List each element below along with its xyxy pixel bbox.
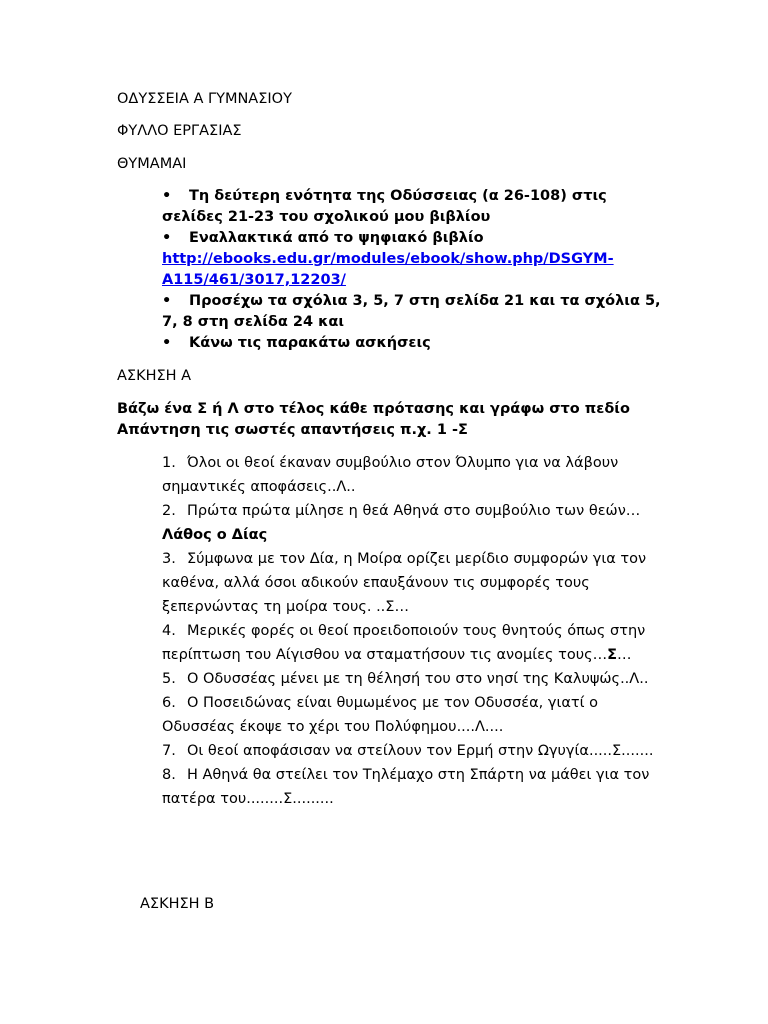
bullet-text: Κάνω τις παρακάτω ασκήσεις [189, 335, 431, 351]
item-number: 6. [162, 695, 176, 711]
item-number: 3. [162, 551, 176, 567]
bullet-item [162, 228, 672, 249]
item-answer: Σ [607, 647, 618, 663]
exercise-a-heading: ΑΣΚΗΣΗ Α [117, 368, 192, 384]
list-item [162, 691, 662, 739]
worksheet-heading: ΦΥΛΛΟ ΕΡΓΑΣΙΑΣ [117, 123, 242, 139]
exercise-b-heading: ΑΣΚΗΣΗ Β [140, 896, 215, 912]
bullet-dot: • [162, 188, 172, 204]
remember-heading: ΘΥΜΑΜΑΙ [117, 156, 187, 172]
item-text: Σύμφωνα με τον Δία, η Μοίρα ορίζει μερίδιο συμφορών για τον καθένα, αλλά όσοι αδικούν επαυξάνουν τις συμφορές τους ξεπερνώντας τη μοίρα τους. ..Σ… [162, 551, 647, 615]
instructions-bullet-list [162, 186, 672, 354]
bullet-item [162, 291, 672, 333]
item-text: Ο Ποσειδώνας είναι θυμωμένος με τον Οδυσσέα, γιατί ο Οδυσσέας έκοψε το χέρι του Πολύφημου....Λ.... [162, 695, 599, 735]
item-text: Μερικές φορές οι θεοί προειδοποιούν τους θνητούς όπως στην περίπτωση του Αίγισθου να σταματήσουν τις ανομίες τους… [162, 623, 646, 663]
item-number: 1. [162, 455, 176, 471]
item-text: Οι θεοί αποφάσισαν να στείλουν τον Ερμή στην Ωγυγία.....Σ....... [187, 743, 654, 759]
list-item [162, 451, 662, 499]
list-item [162, 667, 662, 691]
item-number: 5. [162, 671, 176, 687]
item-number: 2. [162, 503, 176, 519]
list-item [162, 547, 662, 619]
list-item [162, 763, 662, 811]
item-text: Όλοι οι θεοί έκαναν συμβούλιο στον Όλυμπο για να λάβουν σημαντικές αποφάσεις..Λ.. [162, 455, 619, 495]
item-number: 8. [162, 767, 176, 783]
exercise-a-instructions: Βάζω ένα Σ ή Λ στο τέλος κάθε πρότασης και γράφω στο πεδίο Απάντηση τις σωστές απαντήσεις π.χ. 1 -Σ [117, 401, 630, 438]
bullet-dot: • [162, 230, 172, 246]
ebook-link[interactable] [162, 249, 672, 291]
link-line-2[interactable]: A115/461/3017,12203/ [162, 272, 346, 288]
bullet-text: Εναλλακτικά από το ψηφιακό βιβλίο [189, 230, 484, 246]
item-text: Πρώτα πρώτα μίλησε η θεά Αθηνά στο συμβούλιο των θεών… [187, 503, 641, 519]
bullet-dot: • [162, 293, 172, 309]
list-item [162, 739, 662, 763]
item-tail: … [617, 647, 632, 663]
item-number: 7. [162, 743, 176, 759]
list-item [162, 499, 662, 547]
item-number: 4. [162, 623, 176, 639]
document-title: ΟΔΥΣΣΕΙΑ Α ΓΥΜΝΑΣΙΟΥ [117, 91, 292, 107]
exercise-a-list [162, 451, 662, 811]
bullet-item [162, 333, 672, 354]
bullet-item [162, 186, 672, 228]
item-answer: Λάθος ο Δίας [162, 527, 268, 543]
item-text: Η Αθηνά θα στείλει τον Τηλέμαχο στη Σπάρτη να μάθει για τον πατέρα του........Σ......... [162, 767, 650, 807]
list-item [162, 619, 662, 667]
bullet-text: Τη δεύτερη ενότητα της Οδύσσειας (α 26-108) στις σελίδες 21-23 του σχολικού μου βιβλίου [162, 188, 607, 225]
bullet-text: Προσέχω τα σχόλια 3, 5, 7 στη σελίδα 21 και τα σχόλια 5, 7, 8 στη σελίδα 24 και [162, 293, 661, 330]
bullet-dot: • [162, 335, 172, 351]
item-text: Ο Οδυσσέας μένει με τη θέλησή του στο νησί της Καλυψώς..Λ.. [187, 671, 649, 687]
link-line-1[interactable]: http://ebooks.edu.gr/modules/ebook/show.php/DSGYM- [162, 251, 614, 267]
